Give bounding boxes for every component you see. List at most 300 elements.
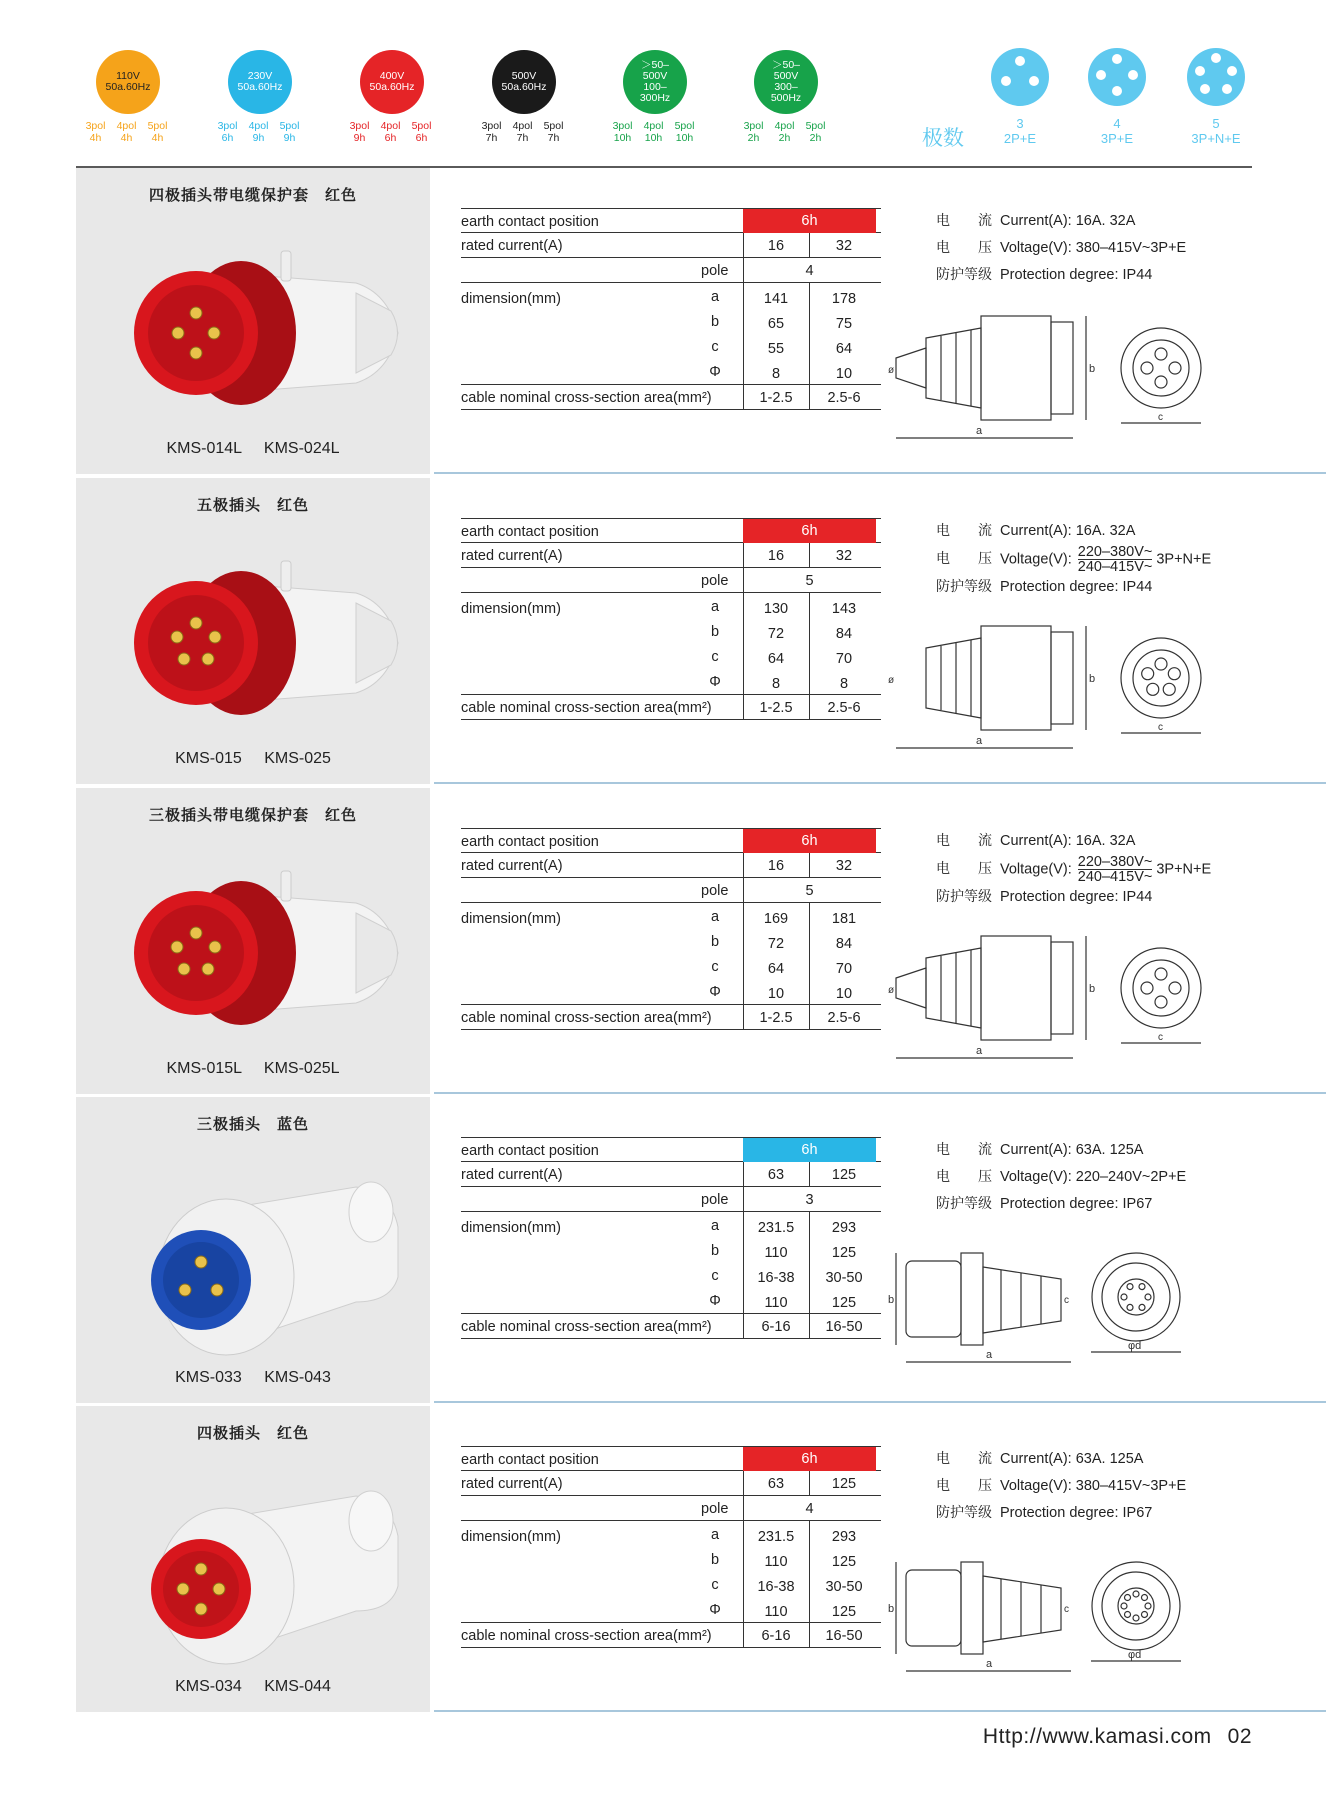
pole-count: 5pol bbox=[674, 120, 695, 132]
current-spec bbox=[936, 828, 1211, 855]
pole-count: 5pol bbox=[279, 120, 300, 132]
cable-area-value: 16-50 bbox=[825, 1319, 863, 1335]
pin-icon bbox=[211, 1284, 223, 1296]
pin-icon bbox=[178, 653, 190, 665]
drawing-pin bbox=[1155, 658, 1167, 670]
dimension-label-c: c bbox=[1064, 1295, 1069, 1306]
rated-current-value: 16 bbox=[767, 858, 785, 874]
dimension-value: 30-50 bbox=[825, 1270, 863, 1286]
pole-hour-list bbox=[738, 120, 838, 144]
drawing-pin bbox=[1139, 1304, 1145, 1310]
electrical-specs bbox=[936, 1446, 1186, 1527]
pole-count: 5pol bbox=[543, 120, 564, 132]
pin-icon bbox=[1195, 66, 1205, 76]
dimension-value: 110 bbox=[764, 1295, 788, 1311]
drawing-pin bbox=[1142, 668, 1154, 680]
pin-icon bbox=[195, 1563, 207, 1575]
pole-hour-list bbox=[607, 120, 707, 144]
dimension-key: Φ bbox=[709, 1293, 721, 1309]
product-title: 四极插头带电缆保护套 红色 bbox=[148, 186, 357, 204]
cable-area-value: 6-16 bbox=[761, 1628, 791, 1644]
dimension-rows bbox=[461, 593, 881, 695]
pole-4-socket-icon bbox=[1088, 48, 1146, 106]
earth-position-row bbox=[461, 518, 881, 543]
drawing-collar-shape bbox=[961, 1562, 983, 1654]
dimension-value: 110 bbox=[764, 1604, 788, 1620]
drawing-pin bbox=[1145, 1294, 1151, 1300]
current-value: Current(A): 16A. 32A bbox=[1000, 213, 1136, 229]
pole-count: 4pol bbox=[116, 120, 137, 132]
current-value: Current(A): 16A. 32A bbox=[1000, 523, 1136, 539]
dimension-value: 75 bbox=[835, 316, 853, 332]
dimension-key: b bbox=[710, 624, 720, 640]
earth-position-value: 6h bbox=[743, 209, 876, 233]
voltage-cn-label: 电 压 bbox=[936, 1169, 992, 1185]
plug-image bbox=[116, 223, 406, 433]
dimension-value: 110 bbox=[764, 1245, 788, 1261]
rated-current-value: 32 bbox=[835, 858, 853, 874]
earth-position-row bbox=[461, 208, 881, 233]
drawing-pin bbox=[1155, 348, 1167, 360]
plug-face-inner-shape bbox=[148, 285, 244, 381]
spec-table bbox=[461, 1446, 881, 1648]
drawing-taper-shape bbox=[926, 638, 981, 718]
product-photo-panel bbox=[76, 168, 430, 474]
electrical-specs bbox=[936, 208, 1186, 289]
plug-face-inner-shape bbox=[163, 1551, 239, 1627]
website-url[interactable]: Http://www.kamasi.com bbox=[982, 1725, 1212, 1748]
voltage-badge-text: 500V bbox=[773, 70, 799, 82]
row-divider bbox=[434, 1092, 1326, 1094]
drawing-pin bbox=[1141, 362, 1153, 374]
plug-latch-shape bbox=[281, 871, 291, 901]
voltage-spec bbox=[936, 1164, 1186, 1191]
earth-position-label: earth contact position bbox=[461, 524, 599, 540]
rated-current-row bbox=[461, 233, 881, 258]
voltage-cn-label: 电 压 bbox=[936, 551, 992, 568]
drawing-pin bbox=[1155, 376, 1167, 388]
dimension-label-c: c bbox=[1158, 1032, 1163, 1043]
pin-icon bbox=[1015, 56, 1025, 66]
earth-position-value: 6h bbox=[743, 1138, 876, 1162]
spec-table bbox=[461, 208, 881, 410]
pole-row bbox=[461, 1187, 881, 1212]
rated-current-row bbox=[461, 543, 881, 568]
pole-count: 5pol bbox=[805, 120, 826, 132]
dimension-value: 8 bbox=[771, 366, 781, 382]
cable-area-row bbox=[461, 695, 881, 720]
voltage-badge-text: 50a.60Hz bbox=[369, 81, 415, 93]
pin-icon bbox=[171, 631, 183, 643]
cable-area-label: cable nominal cross-section area(mm²) bbox=[461, 700, 712, 716]
dimension-key: Φ bbox=[709, 674, 721, 690]
current-cn-label: 电 流 bbox=[936, 1142, 992, 1158]
drawing-body-shape bbox=[906, 1261, 961, 1337]
voltage-range-top: 220–380V~ bbox=[1077, 544, 1153, 560]
product-title: 三极插头带电缆保护套 红色 bbox=[148, 806, 357, 824]
voltage-badge-text: ＞50– bbox=[640, 59, 670, 71]
spec-table bbox=[461, 1137, 881, 1339]
voltage-badge-text: 500V bbox=[511, 70, 537, 82]
pole-value: 4 bbox=[805, 263, 814, 279]
earth-position-row bbox=[461, 1137, 881, 1162]
dimension-value: 64 bbox=[767, 961, 785, 977]
dimension-value: 125 bbox=[831, 1604, 857, 1620]
pole-row bbox=[461, 568, 881, 593]
dimension-label-d: φd bbox=[1128, 1340, 1142, 1352]
pole-type-label bbox=[1181, 116, 1251, 146]
earth-hour: 4h bbox=[89, 132, 102, 144]
drawing-pin bbox=[1155, 968, 1167, 980]
current-value: Current(A): 63A. 125A bbox=[1000, 1451, 1144, 1467]
earth-position-label: earth contact position bbox=[461, 1452, 599, 1468]
voltage-fraction bbox=[1078, 545, 1153, 574]
pin-icon bbox=[178, 963, 190, 975]
voltage-badge-text: 50a.60Hz bbox=[105, 81, 151, 93]
pole-row bbox=[461, 258, 881, 283]
earth-hour: 2h bbox=[778, 132, 791, 144]
drawing-front-core bbox=[1118, 1588, 1154, 1624]
dimension-key: b bbox=[710, 1552, 720, 1568]
pole-count: 4pol bbox=[512, 120, 533, 132]
drawing-collar-shape bbox=[961, 1253, 983, 1345]
earth-hour: 9h bbox=[353, 132, 366, 144]
dimension-value: 125 bbox=[831, 1295, 857, 1311]
voltage-suffix: 3P+N+E bbox=[1156, 551, 1212, 568]
electrical-specs bbox=[936, 1137, 1186, 1218]
drawing-pin bbox=[1125, 1595, 1131, 1601]
earth-hour: 6h bbox=[221, 132, 234, 144]
voltage-cn-label: 电 压 bbox=[936, 1478, 992, 1494]
row-divider bbox=[434, 1710, 1326, 1712]
rated-current-label: rated current(A) bbox=[461, 238, 563, 254]
rated-current-row bbox=[461, 1162, 881, 1187]
voltage-spec bbox=[936, 235, 1186, 262]
voltage-badge-text: 500Hz bbox=[770, 92, 802, 104]
pole-count: 4pol bbox=[248, 120, 269, 132]
voltage-cn-label: 电 压 bbox=[936, 240, 992, 256]
pole-label: pole bbox=[701, 1192, 729, 1208]
technical-drawing bbox=[886, 598, 1246, 758]
pin-icon bbox=[208, 327, 220, 339]
pole-hour-list bbox=[344, 120, 444, 144]
earth-hour: 9h bbox=[283, 132, 296, 144]
protection-cn-label: 防护等级 bbox=[936, 267, 992, 283]
voltage-badge bbox=[492, 50, 556, 114]
dimension-value: 30-50 bbox=[825, 1579, 863, 1595]
dimension-key: b bbox=[710, 1243, 720, 1259]
voltage-badge-text: 500V bbox=[642, 70, 668, 82]
earth-hour: 6h bbox=[384, 132, 397, 144]
voltage-value: Voltage(V): 220–240V~2P+E bbox=[1000, 1169, 1187, 1185]
dimension-rows bbox=[461, 1212, 881, 1314]
pin-icon bbox=[1211, 53, 1221, 63]
pin-icon bbox=[190, 927, 202, 939]
voltage-range-top: 220–380V~ bbox=[1077, 854, 1153, 870]
pole-count: 3pol bbox=[85, 120, 106, 132]
row-divider bbox=[434, 472, 1326, 474]
dimension-label: dimension(mm) bbox=[461, 911, 561, 927]
drawing-taper-shape bbox=[926, 948, 981, 1028]
technical-drawing bbox=[886, 1217, 1246, 1377]
pin-icon bbox=[195, 1603, 207, 1615]
dimension-label: dimension(mm) bbox=[461, 291, 561, 307]
dimension-label: dimension(mm) bbox=[461, 1529, 561, 1545]
voltage-range-bottom: 240–415V~ bbox=[1077, 869, 1153, 885]
voltage-range-bottom: 240–415V~ bbox=[1077, 559, 1153, 575]
pole-type-count: 4 bbox=[1113, 116, 1121, 131]
pole-type-count: 3 bbox=[1016, 116, 1024, 131]
cable-area-value: 2.5-6 bbox=[827, 700, 861, 716]
current-value: Current(A): 16A. 32A bbox=[1000, 833, 1136, 849]
current-value: Current(A): 63A. 125A bbox=[1000, 1142, 1144, 1158]
dimension-label-a: a bbox=[986, 1349, 993, 1361]
rated-current-row bbox=[461, 853, 881, 878]
dimension-value: 16-38 bbox=[757, 1579, 795, 1595]
dimension-value: 141 bbox=[763, 291, 789, 307]
dimension-value: 64 bbox=[767, 651, 785, 667]
earth-hour: 10h bbox=[675, 132, 694, 144]
drawing-pin bbox=[1141, 1595, 1147, 1601]
cable-area-row bbox=[461, 1005, 881, 1030]
drawing-front-inner bbox=[1102, 1572, 1170, 1640]
dimension-value: 72 bbox=[767, 626, 785, 642]
drawing-pin bbox=[1169, 982, 1181, 994]
pole-value: 5 bbox=[805, 573, 814, 589]
dimension-label-a: a bbox=[976, 735, 983, 747]
voltage-badge bbox=[228, 50, 292, 114]
pole-count: 4pol bbox=[643, 120, 664, 132]
earth-position-label: earth contact position bbox=[461, 834, 599, 850]
earth-position-value: 6h bbox=[743, 519, 876, 543]
dimension-value: 64 bbox=[835, 341, 853, 357]
pin-icon bbox=[1096, 70, 1106, 80]
current-spec bbox=[936, 518, 1211, 545]
earth-position-label: earth contact position bbox=[461, 1143, 599, 1159]
dimension-label-b: b bbox=[888, 1603, 895, 1615]
drawing-pin bbox=[1168, 668, 1180, 680]
cable-area-value: 2.5-6 bbox=[827, 1010, 861, 1026]
dimension-value: 231.5 bbox=[757, 1529, 795, 1545]
dimension-label-b: b bbox=[1089, 363, 1096, 375]
plug-image bbox=[116, 1152, 406, 1362]
dimension-key: b bbox=[710, 934, 720, 950]
plug-image bbox=[116, 1461, 406, 1671]
spec-table bbox=[461, 828, 881, 1030]
current-cn-label: 电 流 bbox=[936, 523, 992, 539]
drawing-pin bbox=[1125, 1611, 1131, 1617]
dimension-rows bbox=[461, 1521, 881, 1623]
drawing-pin bbox=[1169, 362, 1181, 374]
pin-icon bbox=[190, 307, 202, 319]
drawing-pin bbox=[1127, 1304, 1133, 1310]
voltage-badge-text: 400V bbox=[379, 70, 405, 82]
voltage-badge-text: 50a.60Hz bbox=[501, 81, 547, 93]
dimension-value: 143 bbox=[831, 601, 857, 617]
drawing-pin bbox=[1141, 982, 1153, 994]
earth-hour: 7h bbox=[547, 132, 560, 144]
product-photo-panel bbox=[76, 1406, 430, 1712]
rated-current-value: 63 bbox=[767, 1167, 785, 1183]
voltage-value: Voltage(V): 380–415V~3P+E bbox=[1000, 1478, 1187, 1494]
drawing-front-inner bbox=[1102, 1263, 1170, 1331]
model-numbers: KMS-015 KMS-025 bbox=[175, 750, 331, 767]
drawing-pin bbox=[1141, 1611, 1147, 1617]
dimension-value: 169 bbox=[763, 911, 789, 927]
pin-icon bbox=[213, 1583, 225, 1595]
dimension-label-a: a bbox=[976, 425, 983, 437]
earth-hour: 7h bbox=[485, 132, 498, 144]
cable-area-row bbox=[461, 1314, 881, 1339]
dimension-label-c: c bbox=[1158, 412, 1163, 423]
dimension-value: 10 bbox=[835, 986, 853, 1002]
voltage-badge-text: 230V bbox=[247, 70, 273, 82]
cable-area-label: cable nominal cross-section area(mm²) bbox=[461, 1010, 712, 1026]
earth-hour: 6h bbox=[415, 132, 428, 144]
cable-area-label: cable nominal cross-section area(mm²) bbox=[461, 390, 712, 406]
rated-current-value: 63 bbox=[767, 1476, 785, 1492]
dimension-label: dimension(mm) bbox=[461, 1220, 561, 1236]
dimension-value: 110 bbox=[764, 1554, 788, 1570]
pole-5-socket-icon bbox=[1187, 48, 1245, 106]
dimension-key: c bbox=[711, 1268, 719, 1284]
protection-spec bbox=[936, 884, 1211, 911]
dimension-rows bbox=[461, 903, 881, 1005]
pole-count: 3pol bbox=[612, 120, 633, 132]
drawing-face-shape bbox=[1051, 632, 1073, 724]
model-numbers: KMS-034 KMS-044 bbox=[175, 1678, 331, 1695]
dimension-key: a bbox=[710, 1527, 720, 1543]
pin-icon bbox=[172, 327, 184, 339]
plug-face-inner-shape bbox=[148, 595, 244, 691]
model-numbers: KMS-014L KMS-024L bbox=[166, 440, 340, 457]
voltage-prefix: Voltage(V): bbox=[1000, 551, 1072, 568]
rated-current-value: 125 bbox=[831, 1167, 857, 1183]
dimension-label-c: c bbox=[1158, 722, 1163, 733]
protection-value: Protection degree: IP67 bbox=[1000, 1505, 1153, 1521]
earth-hour: 4h bbox=[151, 132, 164, 144]
cable-area-value: 16-50 bbox=[825, 1628, 863, 1644]
rated-current-value: 32 bbox=[835, 238, 853, 254]
pin-icon bbox=[209, 631, 221, 643]
earth-hour: 10h bbox=[613, 132, 632, 144]
plug-face-inner-shape bbox=[148, 905, 244, 1001]
dimension-value: 130 bbox=[763, 601, 789, 617]
dimension-key: c bbox=[711, 1577, 719, 1593]
protection-spec bbox=[936, 262, 1186, 289]
protection-cn-label: 防护等级 bbox=[936, 889, 992, 905]
dimension-label-a: a bbox=[976, 1045, 983, 1057]
drawing-pin bbox=[1147, 683, 1159, 695]
drawing-sleeve-shape bbox=[896, 348, 926, 388]
dimension-key: b bbox=[710, 314, 720, 330]
cable-area-value: 1-2.5 bbox=[759, 700, 793, 716]
dimension-label-phi: ø bbox=[888, 985, 895, 996]
drawing-pin bbox=[1121, 1294, 1127, 1300]
earth-hour: 2h bbox=[809, 132, 822, 144]
rated-current-value: 16 bbox=[767, 238, 785, 254]
dimension-value: 125 bbox=[831, 1245, 857, 1261]
electrical-specs bbox=[936, 828, 1211, 911]
dimension-label-phi: ø bbox=[888, 675, 895, 686]
dimension-label-d: φd bbox=[1128, 1649, 1142, 1661]
pin-icon bbox=[1227, 66, 1237, 76]
pin-icon bbox=[1200, 84, 1210, 94]
pin-icon bbox=[195, 1256, 207, 1268]
pin-icon bbox=[202, 963, 214, 975]
voltage-badge-text: 50a.60Hz bbox=[237, 81, 283, 93]
pole-heading: 极数 bbox=[922, 127, 964, 150]
dimension-value: 8 bbox=[839, 676, 849, 692]
technical-drawing bbox=[886, 1526, 1246, 1686]
rated-current-row bbox=[461, 1471, 881, 1496]
current-spec bbox=[936, 1446, 1186, 1473]
earth-hour: 4h bbox=[120, 132, 133, 144]
row-divider bbox=[434, 1401, 1326, 1403]
plug-end-shape bbox=[349, 1491, 393, 1551]
drawing-pin bbox=[1127, 1284, 1133, 1290]
plug-latch-shape bbox=[281, 251, 291, 281]
drawing-body-shape bbox=[981, 626, 1051, 730]
pole-count: 3pol bbox=[743, 120, 764, 132]
protection-spec bbox=[936, 1191, 1186, 1218]
voltage-badge-text: 300– bbox=[774, 81, 798, 93]
plug-tail-shape bbox=[356, 293, 398, 373]
plug-tail-shape bbox=[356, 913, 398, 993]
pin-icon bbox=[177, 1583, 189, 1595]
earth-position-label: earth contact position bbox=[461, 214, 599, 230]
pin-icon bbox=[190, 347, 202, 359]
dimension-value: 8 bbox=[771, 676, 781, 692]
voltage-badge bbox=[623, 50, 687, 114]
voltage-value: Voltage(V): 380–415V~3P+E bbox=[1000, 240, 1187, 256]
pole-count: 3pol bbox=[349, 120, 370, 132]
drawing-pin bbox=[1133, 1615, 1139, 1621]
pin-icon bbox=[209, 941, 221, 953]
pole-hour-list bbox=[80, 120, 180, 144]
earth-hour: 10h bbox=[644, 132, 663, 144]
pole-count: 4pol bbox=[380, 120, 401, 132]
dimension-value: 55 bbox=[767, 341, 785, 357]
row-divider bbox=[434, 782, 1326, 784]
dimension-label: dimension(mm) bbox=[461, 601, 561, 617]
drawing-taper-shape bbox=[926, 328, 981, 408]
rated-current-label: rated current(A) bbox=[461, 1476, 563, 1492]
voltage-badge-text: 300Hz bbox=[639, 92, 671, 104]
product-row bbox=[76, 788, 1252, 1094]
plug-image bbox=[116, 533, 406, 743]
model-numbers: KMS-033 KMS-043 bbox=[175, 1369, 331, 1386]
dimension-value: 84 bbox=[835, 626, 853, 642]
cable-area-value: 2.5-6 bbox=[827, 390, 861, 406]
rated-current-label: rated current(A) bbox=[461, 548, 563, 564]
pin-icon bbox=[1029, 76, 1039, 86]
voltage-spec bbox=[936, 855, 1211, 884]
voltage-badge-text: ＞50– bbox=[771, 59, 801, 71]
pole-label: pole bbox=[701, 573, 729, 589]
dimension-key: a bbox=[710, 599, 720, 615]
protection-cn-label: 防护等级 bbox=[936, 1505, 992, 1521]
rated-current-label: rated current(A) bbox=[461, 858, 563, 874]
plug-face-inner-shape bbox=[163, 1242, 239, 1318]
earth-position-row bbox=[461, 1446, 881, 1471]
pole-type-label bbox=[1082, 116, 1152, 146]
pole-label: pole bbox=[701, 263, 729, 279]
rated-current-value: 16 bbox=[767, 548, 785, 564]
pole-count: 4pol bbox=[774, 120, 795, 132]
pole-type-desc: 2P+E bbox=[1003, 131, 1037, 146]
dimension-value: 293 bbox=[831, 1529, 857, 1545]
